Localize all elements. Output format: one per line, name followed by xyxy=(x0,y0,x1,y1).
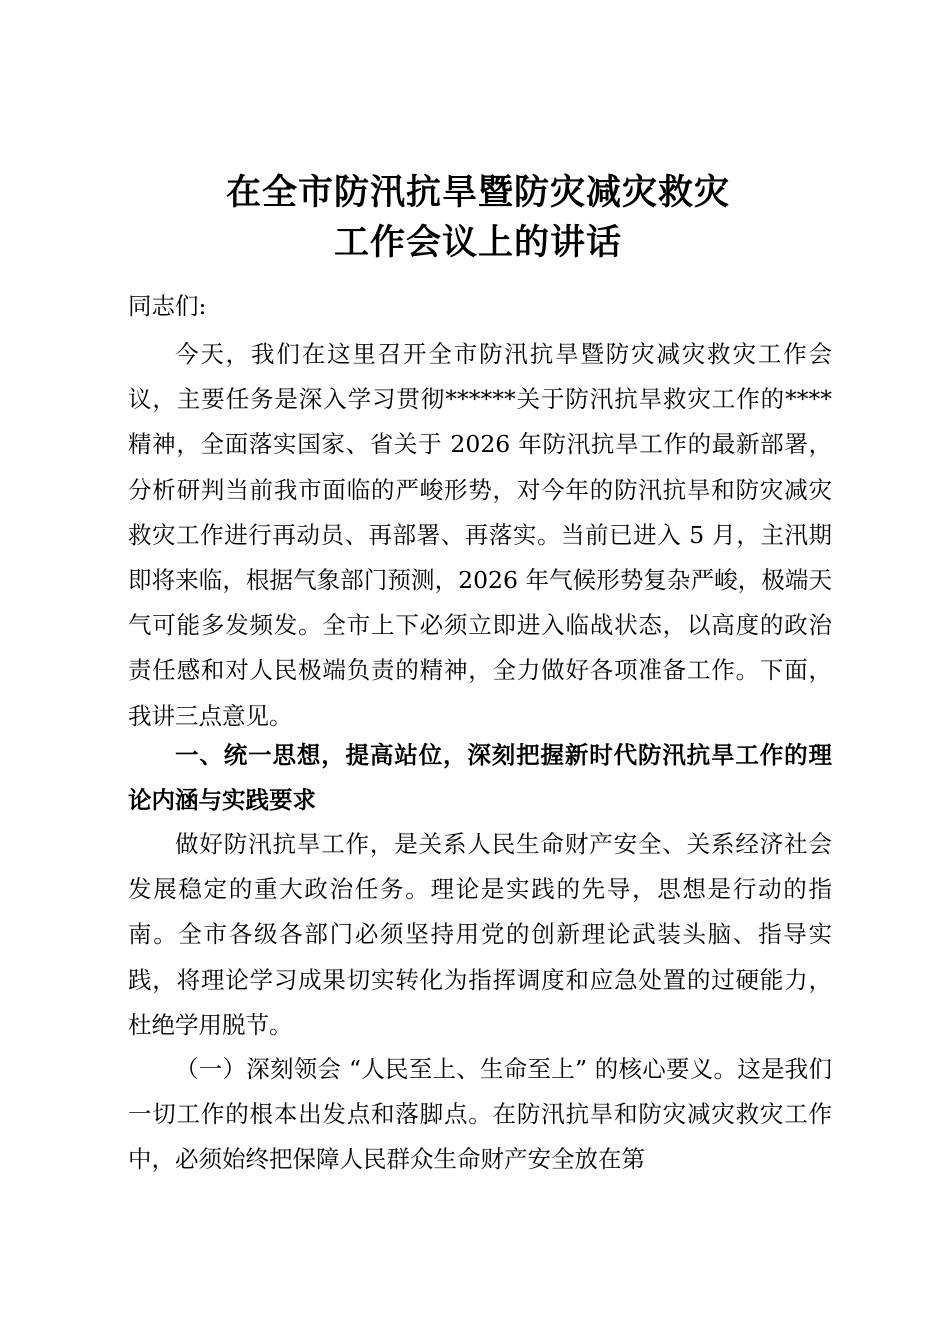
document-title-line-1: 在全市防汛抗旱暨防灾减灾救灾 xyxy=(225,173,730,213)
intro-paragraph: 今天，我们在这里召开全市防汛抗旱暨防灾减灾救灾工作会议，主要任务是深入学习贯彻******关于防汛抗旱救灾工作的****精神，全面落实国家、省关于 2026 年防汛抗旱工作的最新部署，分析研判当前我市面临的严峻形势，对今年的防汛抗旱和防灾减灾救灾工作进行再动员、再部署、再落实。当前已进入 5 月，主汛期即将来临，根据气象部门预测，2026 年气候形势复杂严峻，极端天气可能多发频发。全市上下必须立即进入临战状态，以高度的政治责任感和对人民极端负责的精神，全力做好各项准备工作。下面，我讲三点意见。 xyxy=(128,340,832,730)
section-1-body: 做好防汛抗旱工作，是关系人民生命财产安全、关系经济社会发展稳定的重大政治任务。理论是实践的先导，思想是行动的指南。全市各级各部门必须坚持用党的创新理论武装头脑、指导实践，将理论学习成果切实转化为指挥调度和应急处置的过硬能力，杜绝学用脱节。 xyxy=(128,830,832,1039)
section-1-heading: 一、统一思想，提高站位，深刻把握新时代防汛抗旱工作的理论内涵与实践要求 xyxy=(128,741,832,815)
subsection-1-paragraph: （一）深刻领会 “人民至上、生命至上” 的核心要义。这是我们一切工作的根本出发点和落脚点。在防汛抗旱和防灾减灾救灾工作中，必须始终把保障人民群众生命财产安全放在第 xyxy=(128,1055,832,1174)
salutation: 同志们: xyxy=(128,292,207,320)
document-title-line-2: 工作会议上的讲话 xyxy=(333,223,622,263)
